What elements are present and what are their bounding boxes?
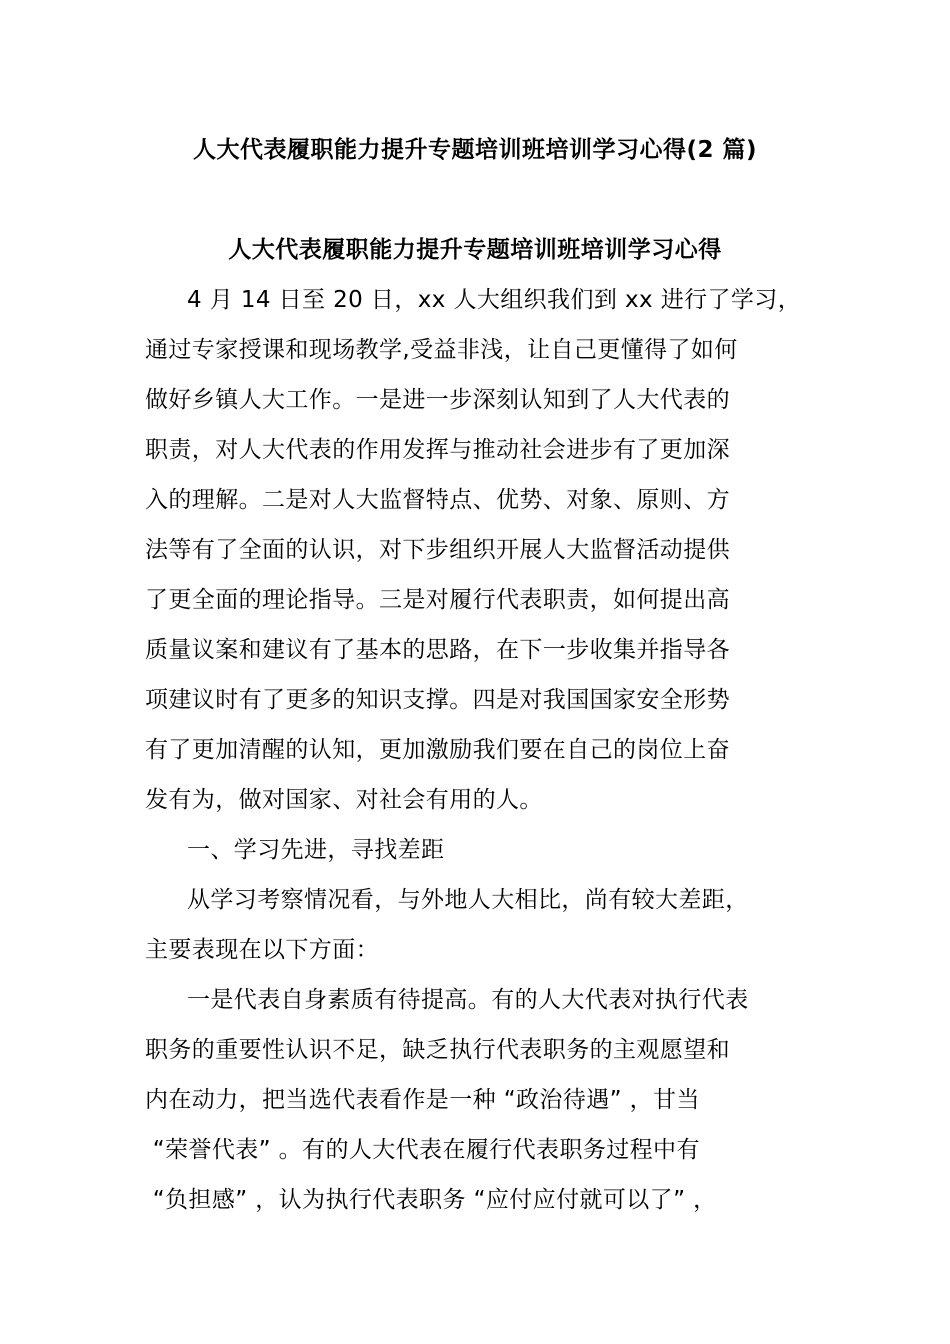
text-line: “荣誉代表” 。有的人大代表在履行代表职务过程中有 — [145, 1137, 700, 1163]
text-line: 职责，对人大代表的作用发挥与推动社会进步有了更加深 — [145, 437, 730, 463]
text-line: 法等有了全面的认识，对下步组织开展人大监督活动提供 — [145, 537, 730, 563]
article-body — [145, 282, 845, 1232]
text-line: 一是代表自身素质有待提高。有的人大代表对执行代表 — [187, 987, 749, 1013]
text-line: 4 月 14 日至 20 日，xx 人大组织我们到 xx 进行了学习， — [187, 287, 802, 313]
text-line: 了更全面的理论指导。三是对履行代表职责，如何提出高 — [145, 587, 730, 613]
text-line: 做好乡镇人大工作。一是进一步深刻认知到了人大代表的 — [145, 387, 730, 413]
text-line: 发有为，做对国家、对社会有用的人。 — [145, 787, 543, 813]
text-line: 职务的重要性认识不足，缺乏执行代表职务的主观愿望和 — [145, 1037, 730, 1063]
document-title: 人大代表履职能力提升专题培训班培训学习心得(2 篇) — [192, 137, 758, 163]
text-line: 质量议案和建议有了基本的思路，在下一步收集并指导各 — [145, 637, 730, 663]
text-line: 有了更加清醒的认知，更加激励我们要在自己的岗位上奋 — [145, 737, 730, 763]
text-line: 入的理解。二是对人大监督特点、优势、对象、原则、方 — [145, 487, 730, 513]
article-title: 人大代表履职能力提升专题培训班培训学习心得 — [228, 237, 722, 263]
text-line: 项建议时有了更多的知识支撑。四是对我国国家安全形势 — [145, 687, 730, 713]
text-line: 内在动力，把当选代表看作是一种 “政治待遇” ，甘当 — [145, 1087, 700, 1113]
text-line: 主要表现在以下方面： — [145, 937, 379, 963]
section-heading: 一、学习先进，寻找差距 — [187, 837, 445, 863]
text-line: “负担感” ，认为执行代表职务 “应付应付就可以了” ， — [145, 1187, 717, 1213]
text-line: 通过专家授课和现场教学,受益非浅，让自己更懂得了如何 — [145, 337, 738, 363]
text-line: 从学习考察情况看，与外地人大相比，尚有较大差距， — [187, 887, 749, 913]
